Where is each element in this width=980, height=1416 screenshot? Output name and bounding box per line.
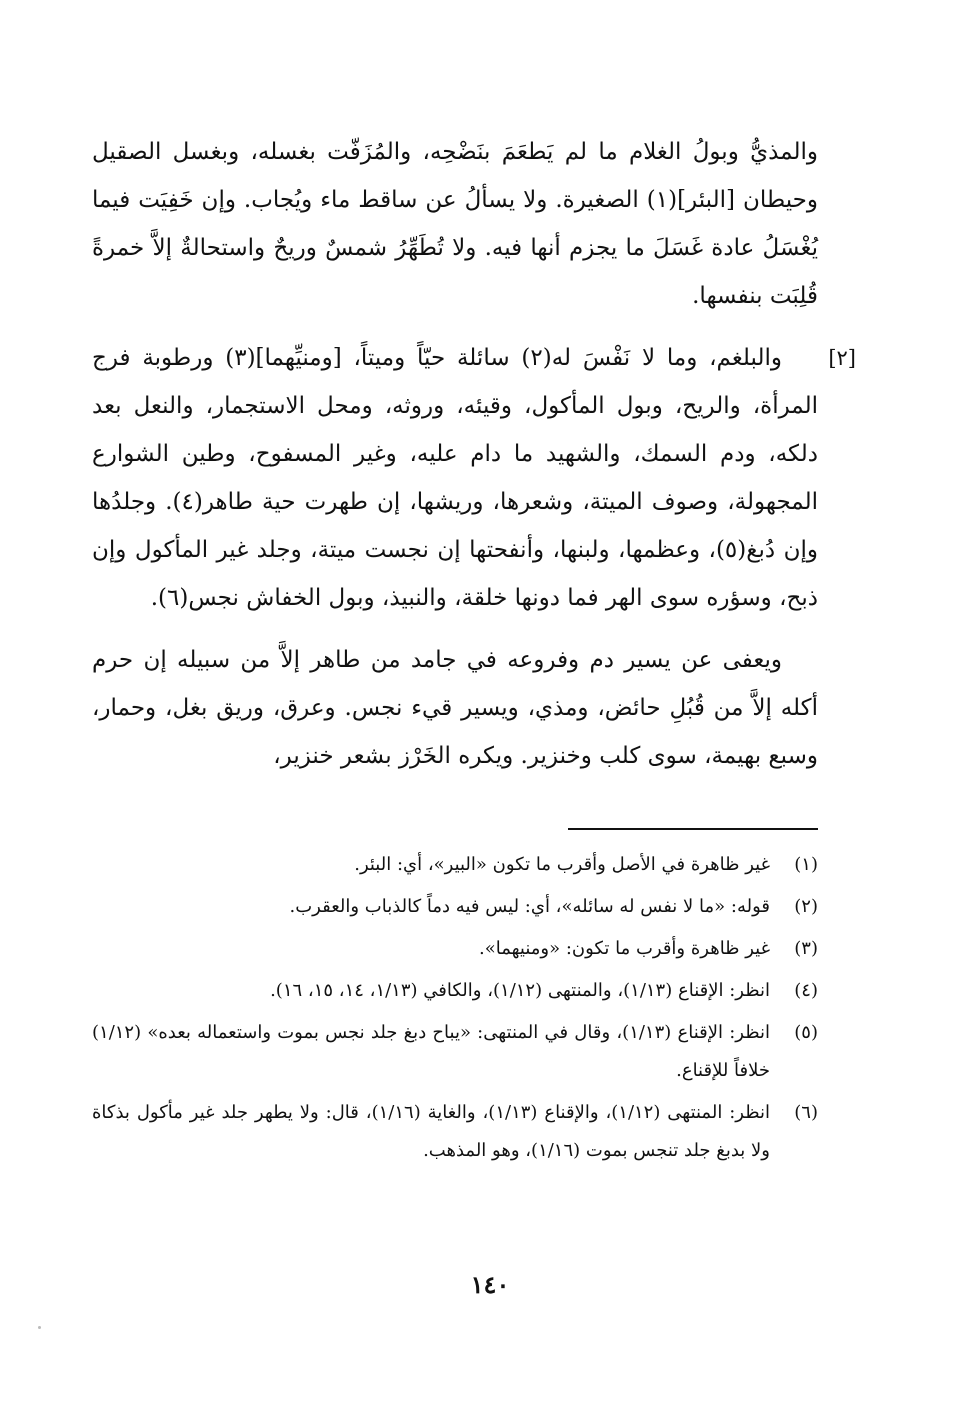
scan-speck (38, 1326, 41, 1329)
footnote-text: قوله: «ما لا نفس له سائله»، أي: ليس فيه دماً كالذباب والعقرب. (289, 896, 770, 917)
paragraph-2-text: والبلغم، وما لا نَفْسَ له(٢) سائلة حيّاً وميتاً، [ومنيِّهما](٣) ورطوبة فرج المرأة، والريح، وبول المأكول، وقيئه، وروثه، ومحل الاستجمار، والنعل بعد دلكه، ودم السمك، والشهيد ما دام عليه، وغير المسفوح، وطين الشوارع المجهولة، وصوف الميتة، وشعرها، وريشها، إن طهرت حية طاهر(٤). وجلدُها وإن دُبغ(٥)، وعظمها، ولبنها، وأنفحتها إن نجست ميتة، وجلد غير المأكول وإن ذبح، وسؤره سوى الهر فما دونها خلقة، والنبيذ، وبول الخفاش نجس(٦). (92, 345, 818, 611)
page-number: ١٤٠ (470, 1270, 510, 1299)
paragraph-3-text: ويعفى عن يسير دم وفروعه في جامد من طاهر إلاَّ من سبيله إن حرم أكله إلاَّ من قُبُلِ حائض، ومذي، ويسير قيء نجس. وعرق، وريق بغل، وحمار، وسبع بهيمة، سوى كلب وخنزير. ويكره الخَرْز بشعر خنزير، (92, 647, 818, 769)
paragraph-1 (92, 128, 818, 320)
footnote-number: (٥) (794, 1022, 818, 1043)
footnote-number: (١) (794, 854, 818, 875)
footnote-number: (٤) (794, 980, 818, 1001)
paragraph-2 (92, 334, 856, 622)
footnote (92, 846, 818, 884)
footnote (92, 1094, 818, 1170)
footnote-text: انظر: الإقناع (١/١٣)، وقال في المنتهى: «يباح دبغ جلد نجس بموت واستعماله بعده» (١/١٢) خلافاً للإقناع. (92, 1022, 770, 1081)
footnote-text: انظر: المنتهى (١/١٢)، والإقناع (١/١٣)، والغاية (١/١٦)، قال: ولا يطهر جلد غير مأكول بذكاة ولا بدبغ جلد تنجس بموت (١/١٦)، وهو المذهب. (92, 1102, 770, 1161)
footnote-number: (٣) (794, 938, 818, 959)
footnote-separator (568, 828, 818, 830)
footnotes (92, 846, 818, 1174)
footnote-number: (٢) (794, 896, 818, 917)
footnote (92, 972, 818, 1010)
main-text (92, 128, 856, 794)
paragraph-1-text: والمذيُّ وبولُ الغلام ما لم يَطعَمَ بنَضْحِه، والمُزَفّت بغسله، وبغسل الصقيل وحيطان [البئر](١) الصغيرة. ولا يسألُ عن ساقط ماء ويُجاب. وإن خَفِيَت فيما يُغْسَلُ عادة غَسَلَ ما يجزم أنها فيه. ولا تُطَهِّرُ شمسٌ وريحٌ واستحالةٌ إلاَّ خمرةً قُلِبَت بنفسها. (92, 139, 818, 309)
footnote-text: انظر: الإقناع (١/١٣)، والمنتهى (١/١٢)، والكافي (١/١٣، ١٤، ١٥، ١٦). (270, 980, 770, 1001)
paragraph-marker: [٢] (828, 346, 856, 370)
footnote-text: غير ظاهرة وأقرب ما تكون: «ومنيهما». (478, 938, 770, 959)
footnote (92, 1014, 818, 1090)
footnote (92, 930, 818, 968)
footnote (92, 888, 818, 926)
footnote-text: غير ظاهرة في الأصل وأقرب ما تكون «البير»، أي: البئر. (354, 854, 770, 875)
paragraph-3 (92, 636, 818, 780)
footnote-number: (٦) (794, 1102, 818, 1123)
